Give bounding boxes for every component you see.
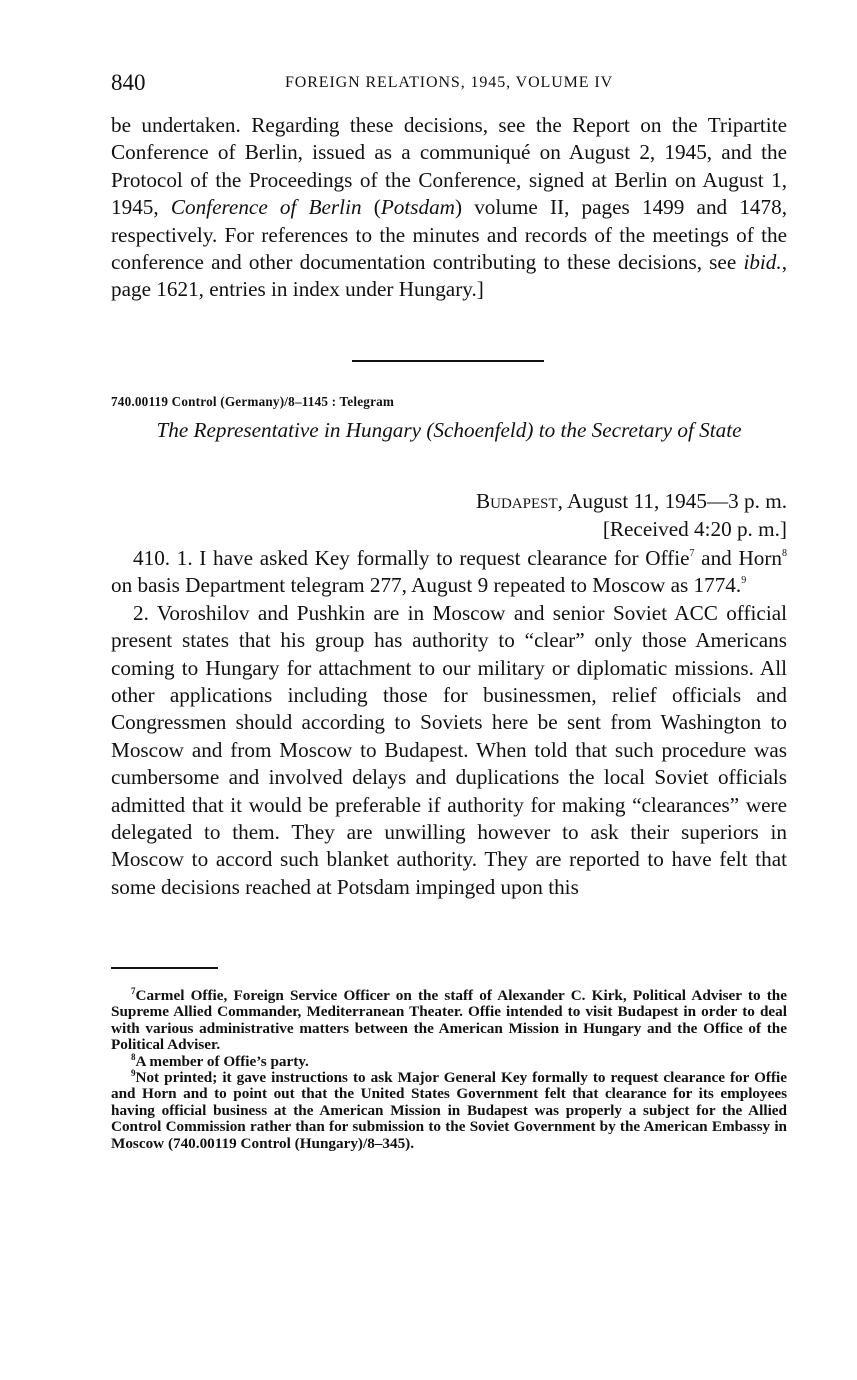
footnote-divider <box>111 967 218 969</box>
continuation-paragraph <box>111 112 787 304</box>
continuation-text-2: ( <box>361 195 381 220</box>
file-reference: 740.00119 Control (Germany)/8–1145 : Telegram <box>111 394 395 409</box>
place: Budapest <box>476 489 558 513</box>
section-divider <box>352 360 544 362</box>
title-part-2: ) to the Secretary of State <box>526 418 742 442</box>
publication-subtitle: Potsdam <box>380 195 455 220</box>
title-part-1: The Representative in Hungary ( <box>156 418 434 442</box>
footnote-ref-9: 9 <box>741 575 747 587</box>
paragraph-2: 2. Voroshilov and Pushkin are in Moscow and senior Soviet ACC official present states that his group has authority to “clear” only those Americans coming to Hungary for attachment to our military or diplomatic missions. All other applications including those for businessmen, relief officials and Congressmen should according to Soviets here be sent from Washington to Moscow and from Moscow to Budapest. When told that such procedure was cumbersome and involved delays and duplications the local Soviet officials admitted that it would be preferable if authority for making “clearances” were delegated to them. They are unwilling however to ask their superiors in Moscow to accord such blanket authority. They are reported to have felt that some decisions reached at Potsdam impinged upon this <box>111 600 787 899</box>
footnote-ref-8: 8 <box>782 548 787 559</box>
title-name: Schoenfeld <box>433 418 527 442</box>
received-time: [Received 4:20 p. m.] <box>602 517 787 541</box>
continuation-text-1: be undertaken. Regarding these decisions, see the Report on the Tripartite Conference of Berlin, issued as a communiqué on August 2, 1945, and the Protocol of the Proceedings of the Conference, signed at Berlin on August 1, 1945, <box>111 113 787 220</box>
date: , August 11, 1945—3 p. m. <box>557 489 787 513</box>
footnote-8: $^8$A member of Offie’s party. <box>131 1051 309 1070</box>
dateline <box>476 487 787 543</box>
paragraph-1: 410. 1. I have asked Key formally to request clearance for Offie$^7$ and Horn$^8$ on basis Department telegram 277, August 9 repeated to Moscow as 1774.$^9$ <box>111 546 787 598</box>
page-number: 840 <box>111 70 146 95</box>
continuation-text-3: ) volume II, pages 1499 and 1478, respectively. For references to the minutes and records of the meetings of the conference and other documentation contributing to these decisions, see <box>111 195 787 275</box>
footnotes <box>111 988 787 1152</box>
footnote-9: $^9$Not printed; it gave instructions to ask Major General Key formally to request clearance for Offie and Horn and to point out that the United States Government felt that clearance for its employees having official business at the American Mission in Budapest was properly a subject for the Allied Control Commission rather than for submission to the Soviet Government by the American Embassy in Moscow (740.00119 Control (Hungary)/8–345). <box>111 1068 787 1152</box>
footnote-ref-7: 7 <box>689 548 695 559</box>
page-header <box>111 70 787 100</box>
publication-title: Conference of Berlin <box>170 195 362 220</box>
continuation-text-4: , page 1621, entries in index under Hungary.] <box>111 250 787 302</box>
place-date <box>476 487 787 515</box>
footnote-7: $^7$Carmel Offie, Foreign Service Officer on the staff of Alexander C. Kirk, Political Adviser to the Supreme Allied Commander, Mediterranean Theater. Offie intended to visit Budapest in order to deal with various administrative matters between the American Mission in Hungary and the Office of the Political Adviser. <box>111 986 787 1054</box>
document-title <box>111 417 787 444</box>
telegram-body <box>111 545 787 901</box>
running-head: FOREIGN RELATIONS, 1945, VOLUME IV <box>284 74 614 91</box>
ibid-reference: ibid. <box>743 250 782 275</box>
